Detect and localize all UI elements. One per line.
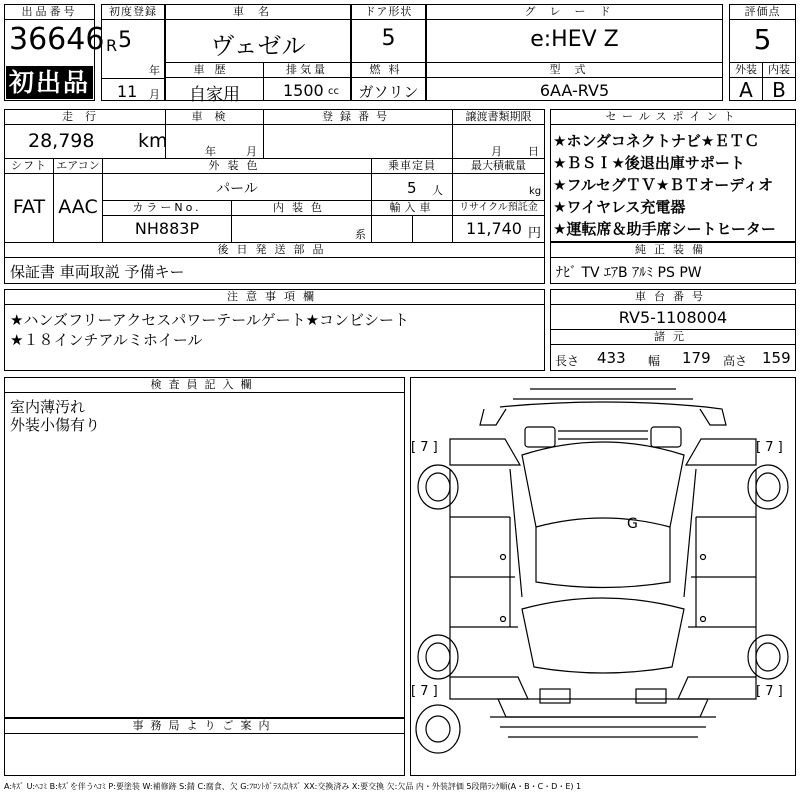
fuel-label: 燃料 (351, 62, 426, 78)
history: 自家用 (189, 85, 240, 105)
displacement-unit: cc (328, 86, 339, 97)
equipment-label: 純正装備 (550, 242, 796, 258)
model: 6AA-RV5 (539, 81, 610, 100)
shift-label: シフト (4, 158, 54, 174)
fuel: ガソリン (358, 83, 419, 101)
color-no-label: カラーNo. (102, 200, 232, 216)
door-label: ドア形状 (351, 4, 426, 20)
recycle-fee: 11,740 (466, 219, 522, 238)
ext-color: パール (216, 181, 258, 197)
note-line-1: ★ハンズフリーアクセスパワーテールゲート★コンビシート (10, 311, 410, 329)
year-unit: 年 (149, 64, 160, 77)
car-name-label: 車名 (165, 4, 351, 20)
max-load-label: 最大積載量 (452, 158, 545, 174)
inspector-label: 検査員記入欄 (4, 377, 405, 393)
shift: FAT (12, 196, 46, 218)
tire-rear-right: [ 7 ] (756, 684, 783, 699)
door: 5 (381, 26, 396, 51)
ac-label: エアコン (53, 158, 103, 174)
mileage-unit: km (138, 130, 168, 152)
lot-number: 36646 (9, 22, 105, 57)
notes-label: 注意事項欄 (4, 289, 545, 305)
capacity-unit: 人 (432, 184, 443, 197)
transfer-deadline-label: 譲渡書類期限 (452, 109, 545, 125)
transfer-month-unit: 月 (491, 145, 502, 158)
reg-number-label: 登録番号 (263, 109, 453, 125)
era: R (106, 36, 118, 55)
sales-point-4: ★ワイヤレス充電器 (553, 198, 686, 216)
first-reg-year: 5 (118, 28, 132, 53)
model-label: 型式 (426, 62, 723, 78)
exterior-label: 外装 (729, 62, 763, 78)
color-no: NH883P (134, 219, 200, 238)
length: 433 (597, 349, 626, 367)
chassis-number: RV5-1108004 (618, 308, 728, 327)
month-unit: 月 (149, 88, 160, 101)
max-load-unit: kg (529, 186, 542, 197)
sales-points-label: セールスポイント (550, 109, 796, 125)
later-parts: 保証書 車両取説 予備キー (10, 263, 185, 281)
length-label: 長さ (555, 354, 580, 368)
capacity-label: 乗車定員 (371, 158, 453, 174)
first-listing-badge: 初出品 (6, 66, 93, 99)
height: 159 (762, 349, 791, 367)
displacement: 1500 (283, 81, 324, 100)
legend: A:ｷｽﾞ U:ﾍｺﾐ B:ｷｽﾞを伴うﾍｺﾐ P:要塗装 W:補修跡 S:錆 C:腐食、欠 G:ﾌﾛﾝﾄｶﾞﾗｽ点ｷｽﾞ XX:交換済み X:要交換 欠:欠品 内・外装評価 5段階ﾗﾝｸ順(A・B・C・D・E) 1 (4, 782, 582, 791)
chassis-label: 車台番号 (550, 289, 796, 305)
later-parts-label: 後日発送部品 (4, 242, 545, 258)
car-damage-diagram (410, 377, 796, 776)
grade: e:HEV Z (530, 27, 619, 52)
car-name: ヴェゼル (210, 32, 306, 60)
equipment: ﾅﾋﾞ TV ｴｱB ｱﾙﾐ PS PW (556, 265, 702, 281)
first-reg-month: 11 (117, 82, 138, 101)
recycle-label: リサイクル預託金 (452, 200, 545, 216)
int-color-label: 内装色 (231, 200, 372, 216)
sales-point-2: ★ＢＳＩ★後退出庫サポート (553, 154, 745, 172)
sales-point-3: ★フルセグＴＶ★ＢＴオーディオ (553, 176, 774, 194)
transfer-day-unit: 日 (528, 145, 539, 158)
tire-rear-left: [ 7 ] (411, 684, 438, 699)
interior-grade: B (772, 78, 786, 102)
ac: AAC (58, 196, 98, 218)
inspection-month-unit: 月 (246, 145, 257, 158)
height-label: 高さ (723, 354, 748, 368)
ext-color-label: 外装色 (102, 158, 372, 174)
int-color-unit: 系 (355, 228, 366, 241)
recycle-unit: 円 (528, 226, 542, 241)
mileage-label: 走行 (4, 109, 166, 125)
interior-label: 内装 (762, 62, 796, 78)
history-label: 車歴 (165, 62, 264, 78)
lot-number-label: 出品番号 (4, 4, 95, 20)
tire-front-right: [ 7 ] (756, 440, 783, 455)
note-line-2: ★１８インチアルミホイール (10, 331, 203, 349)
exterior-grade: A (739, 78, 753, 102)
inspector-line-2: 外装小傷有り (10, 416, 101, 434)
width-label: 幅 (648, 354, 661, 368)
dims-label: 諸元 (550, 329, 796, 345)
mileage: 28,798 (28, 130, 95, 152)
tire-front-left: [ 7 ] (411, 440, 438, 455)
import-label: 輸入車 (371, 200, 453, 216)
first-reg-label: 初度登録 (101, 4, 165, 20)
inspection-label: 車検 (165, 109, 264, 125)
office-label: 事務局よりご案内 (4, 718, 405, 734)
capacity: 5 (407, 179, 417, 197)
width: 179 (682, 349, 711, 367)
displacement-label: 排気量 (263, 62, 351, 78)
sales-point-1: ★ホンダコネクトナビ★ＥＴＣ (553, 132, 760, 150)
windshield-damage-mark: G (627, 516, 638, 532)
inspection-year-unit: 年 (205, 145, 216, 158)
inspector-line-1: 室内薄汚れ (10, 398, 86, 416)
sales-point-5: ★運転席＆助手席シートヒーター (553, 220, 776, 238)
score: 5 (753, 23, 772, 56)
grade-label: グレード (426, 4, 723, 20)
score-label: 評価点 (729, 4, 796, 20)
